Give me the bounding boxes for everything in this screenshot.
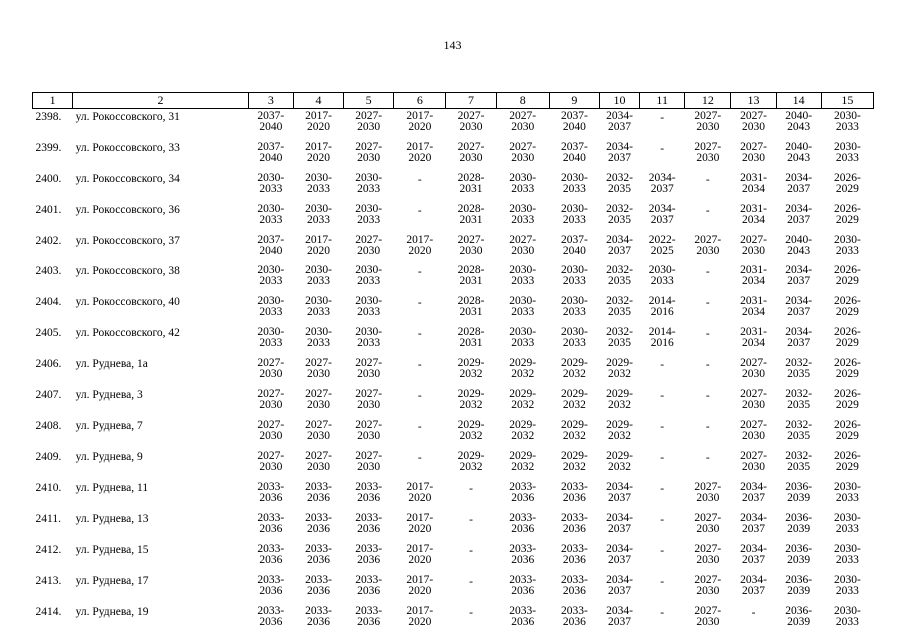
period-cell-col-3: 2037- 2040: [257, 234, 285, 257]
period-cell-col-11: -: [660, 452, 665, 464]
row-number: 2413.: [35, 575, 62, 587]
period-cell-col-5: 2030- 2033: [355, 264, 383, 287]
period-cell-col-12: 2027- 2030: [694, 605, 722, 628]
period-cell-col-14: 2034- 2037: [785, 203, 813, 226]
period-cell-col-10: 2034- 2037: [606, 605, 633, 628]
period-cell-col-15: 2026- 2029: [833, 172, 861, 195]
period-cell-col-8: 2027- 2030: [509, 141, 537, 164]
period-cell-col-13: 2034- 2037: [740, 543, 767, 566]
table-row: [33, 233, 874, 263]
address-cell: ул. Руднева, 15: [75, 544, 149, 556]
period-cell-col-10: 2034- 2037: [606, 543, 633, 566]
table-row: [33, 387, 874, 418]
period-cell-col-10: 2032- 2035: [606, 295, 633, 318]
column-header-13: 13: [731, 93, 776, 109]
period-cell-col-7: -: [469, 514, 473, 526]
period-cell-col-8: 2029- 2032: [509, 450, 537, 473]
column-header-5: 5: [344, 93, 394, 109]
period-cell-col-10: 2032- 2035: [606, 203, 633, 226]
period-cell-col-9: 2029- 2032: [560, 388, 588, 411]
period-cell-col-5: 2027- 2030: [355, 357, 383, 380]
period-cell-col-8: 2033- 2036: [509, 543, 537, 566]
address-cell: ул. Рокоссовского, 40: [75, 296, 180, 308]
period-cell-col-5: 2027- 2030: [355, 110, 383, 133]
period-cell-col-8: 2030- 2033: [509, 326, 537, 349]
period-cell-col-9: 2030- 2033: [560, 172, 588, 195]
table-row: [33, 356, 874, 387]
period-cell-col-7: 2027- 2030: [457, 141, 485, 164]
period-cell-col-8: 2033- 2036: [509, 512, 537, 535]
period-cell-col-9: 2033- 2036: [560, 481, 588, 504]
period-cell-col-3: 2027- 2030: [257, 450, 285, 473]
row-number: 2408.: [35, 420, 62, 432]
address-cell: ул. Руднева, 1а: [75, 358, 148, 370]
period-cell-col-7: 2027- 2030: [457, 234, 485, 257]
period-cell-col-9: 2029- 2032: [560, 419, 588, 442]
period-cell-col-11: 2022- 2025: [648, 234, 676, 257]
period-cell-col-15: 2026- 2029: [833, 264, 861, 287]
period-cell-col-14: 2040- 2043: [785, 141, 813, 164]
period-cell-col-6: 2017- 2020: [406, 512, 434, 535]
column-header-8: 8: [496, 93, 549, 109]
table-row: [33, 263, 874, 294]
column-header-7: 7: [446, 93, 496, 109]
period-cell-col-10: 2029- 2032: [606, 450, 633, 473]
period-cell-col-3: 2037- 2040: [257, 110, 285, 133]
period-cell-col-6: 2017- 2020: [406, 234, 434, 257]
period-cell-col-5: 2030- 2033: [355, 203, 383, 226]
period-cell-col-6: -: [417, 266, 422, 278]
column-header-6: 6: [394, 93, 446, 109]
period-cell-col-15: 2030- 2033: [833, 605, 861, 628]
period-cell-col-6: -: [417, 390, 422, 402]
period-cell-col-13: 2027- 2030: [740, 419, 767, 442]
table-row: [33, 140, 874, 171]
period-cell-col-5: 2027- 2030: [355, 234, 383, 257]
row-number: 2403.: [35, 265, 62, 277]
period-cell-col-9: 2029- 2032: [560, 357, 588, 380]
period-cell-col-5: 2027- 2030: [355, 141, 383, 164]
period-cell-col-14: 2036- 2039: [785, 574, 813, 597]
period-cell-col-12: 2027- 2030: [694, 481, 722, 504]
period-cell-col-3: 2030- 2033: [257, 264, 285, 287]
period-cell-col-6: -: [417, 359, 422, 371]
period-cell-col-12: 2027- 2030: [694, 110, 722, 133]
period-cell-col-4: 2027- 2030: [305, 388, 332, 411]
period-cell-col-14: 2036- 2039: [785, 605, 813, 628]
period-cell-col-3: 2033- 2036: [257, 481, 285, 504]
period-cell-col-13: 2034- 2037: [740, 481, 767, 504]
period-cell-col-7: -: [469, 483, 473, 495]
period-cell-col-5: 2027- 2030: [355, 388, 383, 411]
period-cell-col-7: 2028- 2031: [457, 326, 485, 349]
period-cell-col-6: -: [417, 205, 422, 217]
column-header-1: 1: [33, 93, 73, 109]
period-cell-col-9: 2033- 2036: [560, 512, 588, 535]
period-cell-col-13: 2027- 2030: [740, 110, 767, 133]
period-cell-col-9: 2030- 2033: [560, 203, 588, 226]
period-cell-col-11: 2034- 2037: [648, 203, 676, 226]
address-cell: ул. Руднева, 19: [75, 606, 149, 618]
period-cell-col-13: 2031- 2034: [740, 326, 767, 349]
period-cell-col-12: 2027- 2030: [694, 512, 722, 535]
row-number: 2406.: [35, 358, 62, 370]
period-cell-col-10: 2032- 2035: [606, 172, 633, 195]
table-header: [33, 93, 874, 109]
period-cell-col-15: 2030- 2033: [833, 234, 861, 257]
period-cell-col-4: 2030- 2033: [305, 203, 332, 226]
period-cell-col-7: 2029- 2032: [457, 419, 485, 442]
period-cell-col-12: -: [705, 297, 710, 309]
period-cell-col-8: 2030- 2033: [509, 295, 537, 318]
period-cell-col-11: -: [660, 143, 665, 155]
period-cell-col-14: 2032- 2035: [785, 419, 813, 442]
period-cell-col-13: 2031- 2034: [740, 172, 767, 195]
row-number: 2405.: [35, 327, 62, 339]
period-cell-col-7: 2029- 2032: [457, 388, 485, 411]
column-header-14: 14: [776, 93, 821, 109]
period-cell-col-8: 2027- 2030: [509, 234, 537, 257]
period-cell-col-14: 2034- 2037: [785, 172, 813, 195]
period-cell-col-11: 2034- 2037: [648, 172, 676, 195]
period-cell-col-5: 2027- 2030: [355, 419, 383, 442]
table-row: [33, 573, 874, 604]
address-cell: ул. Руднева, 17: [75, 575, 149, 587]
period-cell-col-14: 2034- 2037: [785, 264, 813, 287]
period-cell-col-3: 2033- 2036: [257, 512, 285, 535]
period-cell-col-6: 2017- 2020: [406, 110, 434, 133]
period-cell-col-3: 2030- 2033: [257, 172, 285, 195]
period-cell-col-5: 2027- 2030: [355, 450, 383, 473]
table-row: [33, 542, 874, 573]
period-cell-col-5: 2033- 2036: [355, 512, 383, 535]
period-cell-col-15: 2026- 2029: [833, 450, 861, 473]
period-cell-col-15: 2030- 2033: [833, 481, 861, 504]
period-cell-col-10: 2034- 2037: [606, 574, 633, 597]
row-number: 2409.: [35, 451, 62, 463]
row-number: 2400.: [35, 173, 62, 185]
period-cell-col-4: 2033- 2036: [305, 605, 332, 628]
period-cell-col-10: 2034- 2037: [606, 481, 633, 504]
period-cell-col-11: 2014- 2016: [648, 326, 676, 349]
table-row: [33, 480, 874, 511]
period-cell-col-9: 2037- 2040: [560, 234, 588, 257]
period-cell-col-3: 2033- 2036: [257, 574, 285, 597]
table-row: [33, 294, 874, 325]
address-cell: ул. Рокоссовского, 42: [75, 327, 180, 339]
period-cell-col-11: 2030- 2033: [648, 264, 676, 287]
period-cell-col-14: 2032- 2035: [785, 450, 813, 473]
period-cell-col-13: 2034- 2037: [740, 574, 767, 597]
period-cell-col-7: -: [469, 607, 473, 619]
address-cell: ул. Рокоссовского, 34: [75, 173, 180, 185]
address-cell: ул. Руднева, 9: [75, 451, 143, 463]
table-row: [33, 171, 874, 202]
address-cell: ул. Руднева, 7: [75, 420, 143, 432]
period-cell-col-5: 2030- 2033: [355, 172, 383, 195]
period-cell-col-11: -: [660, 607, 665, 619]
period-cell-col-15: 2026- 2029: [833, 203, 861, 226]
period-cell-col-4: 2030- 2033: [305, 172, 332, 195]
period-cell-col-13: 2027- 2030: [740, 450, 767, 473]
period-cell-col-13: 2031- 2034: [740, 203, 767, 226]
period-cell-col-9: 2033- 2036: [560, 574, 588, 597]
period-cell-col-6: 2017- 2020: [406, 574, 434, 597]
period-cell-col-4: 2033- 2036: [305, 512, 332, 535]
period-cell-col-11: -: [660, 359, 665, 371]
period-cell-col-12: -: [705, 359, 710, 371]
period-cell-col-6: -: [417, 174, 422, 186]
period-cell-col-12: -: [705, 452, 710, 464]
address-cell: ул. Руднева, 13: [75, 513, 149, 525]
period-cell-col-3: 2027- 2030: [257, 388, 285, 411]
period-cell-col-8: 2033- 2036: [509, 605, 537, 628]
row-number: 2398.: [35, 111, 62, 123]
period-cell-col-14: 2040- 2043: [785, 110, 813, 133]
period-cell-col-11: 2014- 2016: [648, 295, 676, 318]
period-cell-col-3: 2027- 2030: [257, 357, 285, 380]
period-cell-col-4: 2017- 2020: [305, 234, 332, 257]
period-cell-col-12: 2027- 2030: [694, 141, 722, 164]
period-cell-col-5: 2030- 2033: [355, 295, 383, 318]
period-cell-col-11: -: [660, 112, 665, 124]
period-cell-col-11: -: [660, 390, 665, 402]
period-cell-col-6: -: [417, 297, 422, 309]
period-cell-col-4: 2033- 2036: [305, 543, 332, 566]
table-row: [33, 109, 874, 141]
period-cell-col-15: 2030- 2033: [833, 110, 861, 133]
period-cell-col-3: 2033- 2036: [257, 605, 285, 628]
period-cell-col-14: 2040- 2043: [785, 234, 813, 257]
period-cell-col-13: -: [751, 607, 756, 619]
period-cell-col-13: 2027- 2030: [740, 234, 767, 257]
period-cell-col-5: 2033- 2036: [355, 605, 383, 628]
period-cell-col-3: 2033- 2036: [257, 543, 285, 566]
period-cell-col-12: -: [705, 205, 710, 217]
period-cell-col-14: 2034- 2037: [785, 295, 813, 318]
period-cell-col-15: 2030- 2033: [833, 141, 861, 164]
period-cell-col-15: 2026- 2029: [833, 326, 861, 349]
period-cell-col-8: 2033- 2036: [509, 481, 537, 504]
period-cell-col-5: 2033- 2036: [355, 481, 383, 504]
column-header-11: 11: [640, 93, 685, 109]
period-cell-col-12: 2027- 2030: [694, 234, 722, 257]
period-cell-col-10: 2034- 2037: [606, 234, 633, 257]
period-cell-col-6: 2017- 2020: [406, 481, 434, 504]
period-cell-col-8: 2033- 2036: [509, 574, 537, 597]
period-cell-col-8: 2029- 2032: [509, 419, 537, 442]
column-header-4: 4: [293, 93, 343, 109]
row-number: 2401.: [35, 204, 62, 216]
period-cell-col-14: 2036- 2039: [785, 481, 813, 504]
period-cell-col-15: 2026- 2029: [833, 295, 861, 318]
period-cell-col-4: 2030- 2033: [305, 326, 332, 349]
period-cell-col-3: 2027- 2030: [257, 419, 285, 442]
schedule-table-container: [32, 92, 874, 635]
period-cell-col-14: 2032- 2035: [785, 388, 813, 411]
period-cell-col-11: -: [660, 514, 665, 526]
page-number: 143: [443, 38, 462, 52]
table-row: [33, 418, 874, 449]
period-cell-col-8: 2029- 2032: [509, 388, 537, 411]
period-cell-col-8: 2030- 2033: [509, 172, 537, 195]
header-row: [33, 93, 874, 109]
period-cell-col-12: -: [705, 266, 710, 278]
period-cell-col-15: 2026- 2029: [833, 388, 861, 411]
period-cell-col-3: 2030- 2033: [257, 326, 285, 349]
period-cell-col-6: 2017- 2020: [406, 141, 434, 164]
period-cell-col-10: 2032- 2035: [606, 326, 633, 349]
period-cell-col-4: 2027- 2030: [305, 450, 332, 473]
period-cell-col-5: 2033- 2036: [355, 574, 383, 597]
address-cell: ул. Руднева, 3: [75, 389, 143, 401]
period-cell-col-12: -: [705, 421, 710, 433]
period-cell-col-9: 2030- 2033: [560, 295, 588, 318]
period-cell-col-12: -: [705, 390, 710, 402]
period-cell-col-11: -: [660, 421, 665, 433]
column-header-2: 2: [73, 93, 249, 109]
table-row: [33, 511, 874, 542]
period-cell-col-10: 2034- 2037: [606, 512, 633, 535]
period-cell-col-15: 2026- 2029: [833, 419, 861, 442]
period-cell-col-7: -: [469, 576, 473, 588]
column-header-15: 15: [821, 93, 873, 109]
table-row: [33, 325, 874, 356]
period-cell-col-14: 2036- 2039: [785, 512, 813, 535]
period-cell-col-8: 2030- 2033: [509, 264, 537, 287]
row-number: 2412.: [35, 544, 62, 556]
period-cell-col-14: 2032- 2035: [785, 357, 813, 380]
period-cell-col-3: 2037- 2040: [257, 141, 285, 164]
period-cell-col-13: 2027- 2030: [740, 357, 767, 380]
period-cell-col-7: 2029- 2032: [457, 357, 485, 380]
period-cell-col-8: 2030- 2033: [509, 203, 537, 226]
period-cell-col-13: 2031- 2034: [740, 264, 767, 287]
period-cell-col-7: 2028- 2031: [457, 203, 485, 226]
period-cell-col-5: 2030- 2033: [355, 326, 383, 349]
row-number: 2407.: [35, 389, 62, 401]
address-cell: ул. Рокоссовского, 33: [75, 142, 180, 154]
period-cell-col-3: 2030- 2033: [257, 203, 285, 226]
address-cell: ул. Рокоссовского, 37: [75, 235, 180, 247]
period-cell-col-9: 2030- 2033: [560, 264, 588, 287]
period-cell-col-4: 2027- 2030: [305, 357, 332, 380]
period-cell-col-13: 2027- 2030: [740, 388, 767, 411]
period-cell-col-9: 2037- 2040: [560, 141, 588, 164]
row-number: 2411.: [35, 513, 61, 525]
period-cell-col-7: 2028- 2031: [457, 264, 485, 287]
address-cell: ул. Руднева, 11: [75, 482, 149, 494]
period-cell-col-7: 2027- 2030: [457, 110, 485, 133]
period-cell-col-6: 2017- 2020: [406, 543, 434, 566]
period-cell-col-7: 2028- 2031: [457, 295, 485, 318]
column-header-10: 10: [599, 93, 639, 109]
period-cell-col-13: 2034- 2037: [740, 512, 767, 535]
table-row: [33, 604, 874, 635]
period-cell-col-8: 2027- 2030: [509, 110, 537, 133]
period-cell-col-4: 2033- 2036: [305, 481, 332, 504]
period-cell-col-10: 2034- 2037: [606, 141, 633, 164]
column-header-3: 3: [248, 93, 293, 109]
period-cell-col-7: -: [469, 545, 473, 557]
column-header-9: 9: [549, 93, 599, 109]
table-row: [33, 202, 874, 233]
period-cell-col-6: -: [417, 452, 422, 464]
period-cell-col-12: -: [705, 174, 710, 186]
period-cell-col-9: 2033- 2036: [560, 605, 588, 628]
table-body: [33, 109, 874, 636]
period-cell-col-6: -: [417, 328, 422, 340]
address-cell: ул. Рокоссовского, 38: [75, 265, 180, 277]
period-cell-col-13: 2031- 2034: [740, 295, 767, 318]
address-cell: ул. Рокоссовского, 31: [75, 111, 180, 123]
period-cell-col-4: 2017- 2020: [305, 110, 332, 133]
period-cell-col-7: 2028- 2031: [457, 172, 485, 195]
row-number: 2402.: [35, 235, 62, 247]
period-cell-col-10: 2029- 2032: [606, 419, 633, 442]
row-number: 2404.: [35, 296, 62, 308]
period-cell-col-14: 2036- 2039: [785, 543, 813, 566]
period-cell-col-6: -: [417, 421, 422, 433]
period-cell-col-9: 2037- 2040: [560, 110, 588, 133]
period-cell-col-4: 2033- 2036: [305, 574, 332, 597]
period-cell-col-10: 2032- 2035: [606, 264, 633, 287]
period-cell-col-4: 2030- 2033: [305, 295, 332, 318]
period-cell-col-3: 2030- 2033: [257, 295, 285, 318]
period-cell-col-10: 2029- 2032: [606, 357, 633, 380]
period-cell-col-15: 2030- 2033: [833, 512, 861, 535]
period-cell-col-5: 2033- 2036: [355, 543, 383, 566]
period-cell-col-15: 2026- 2029: [833, 357, 861, 380]
column-header-12: 12: [685, 93, 731, 109]
period-cell-col-11: -: [660, 576, 665, 588]
period-cell-col-8: 2029- 2032: [509, 357, 537, 380]
period-cell-col-12: 2027- 2030: [694, 574, 722, 597]
period-cell-col-4: 2030- 2033: [305, 264, 332, 287]
period-cell-col-11: -: [660, 483, 665, 495]
period-cell-col-11: -: [660, 545, 665, 557]
row-number: 2410.: [35, 482, 62, 494]
period-cell-col-10: 2029- 2032: [606, 388, 633, 411]
period-cell-col-12: -: [705, 328, 710, 340]
period-cell-col-10: 2034- 2037: [606, 110, 633, 133]
period-cell-col-9: 2030- 2033: [560, 326, 588, 349]
schedule-table: [32, 92, 874, 635]
row-number: 2414.: [35, 606, 62, 618]
period-cell-col-15: 2030- 2033: [833, 543, 861, 566]
period-cell-col-15: 2030- 2033: [833, 574, 861, 597]
period-cell-col-14: 2034- 2037: [785, 326, 813, 349]
period-cell-col-4: 2017- 2020: [305, 141, 332, 164]
address-cell: ул. Рокоссовского, 36: [75, 204, 180, 216]
period-cell-col-7: 2029- 2032: [457, 450, 485, 473]
period-cell-col-9: 2033- 2036: [560, 543, 588, 566]
period-cell-col-9: 2029- 2032: [560, 450, 588, 473]
period-cell-col-13: 2027- 2030: [740, 141, 767, 164]
period-cell-col-12: 2027- 2030: [694, 543, 722, 566]
period-cell-col-4: 2027- 2030: [305, 419, 332, 442]
period-cell-col-6: 2017- 2020: [406, 605, 434, 628]
row-number: 2399.: [35, 142, 62, 154]
table-row: [33, 449, 874, 480]
